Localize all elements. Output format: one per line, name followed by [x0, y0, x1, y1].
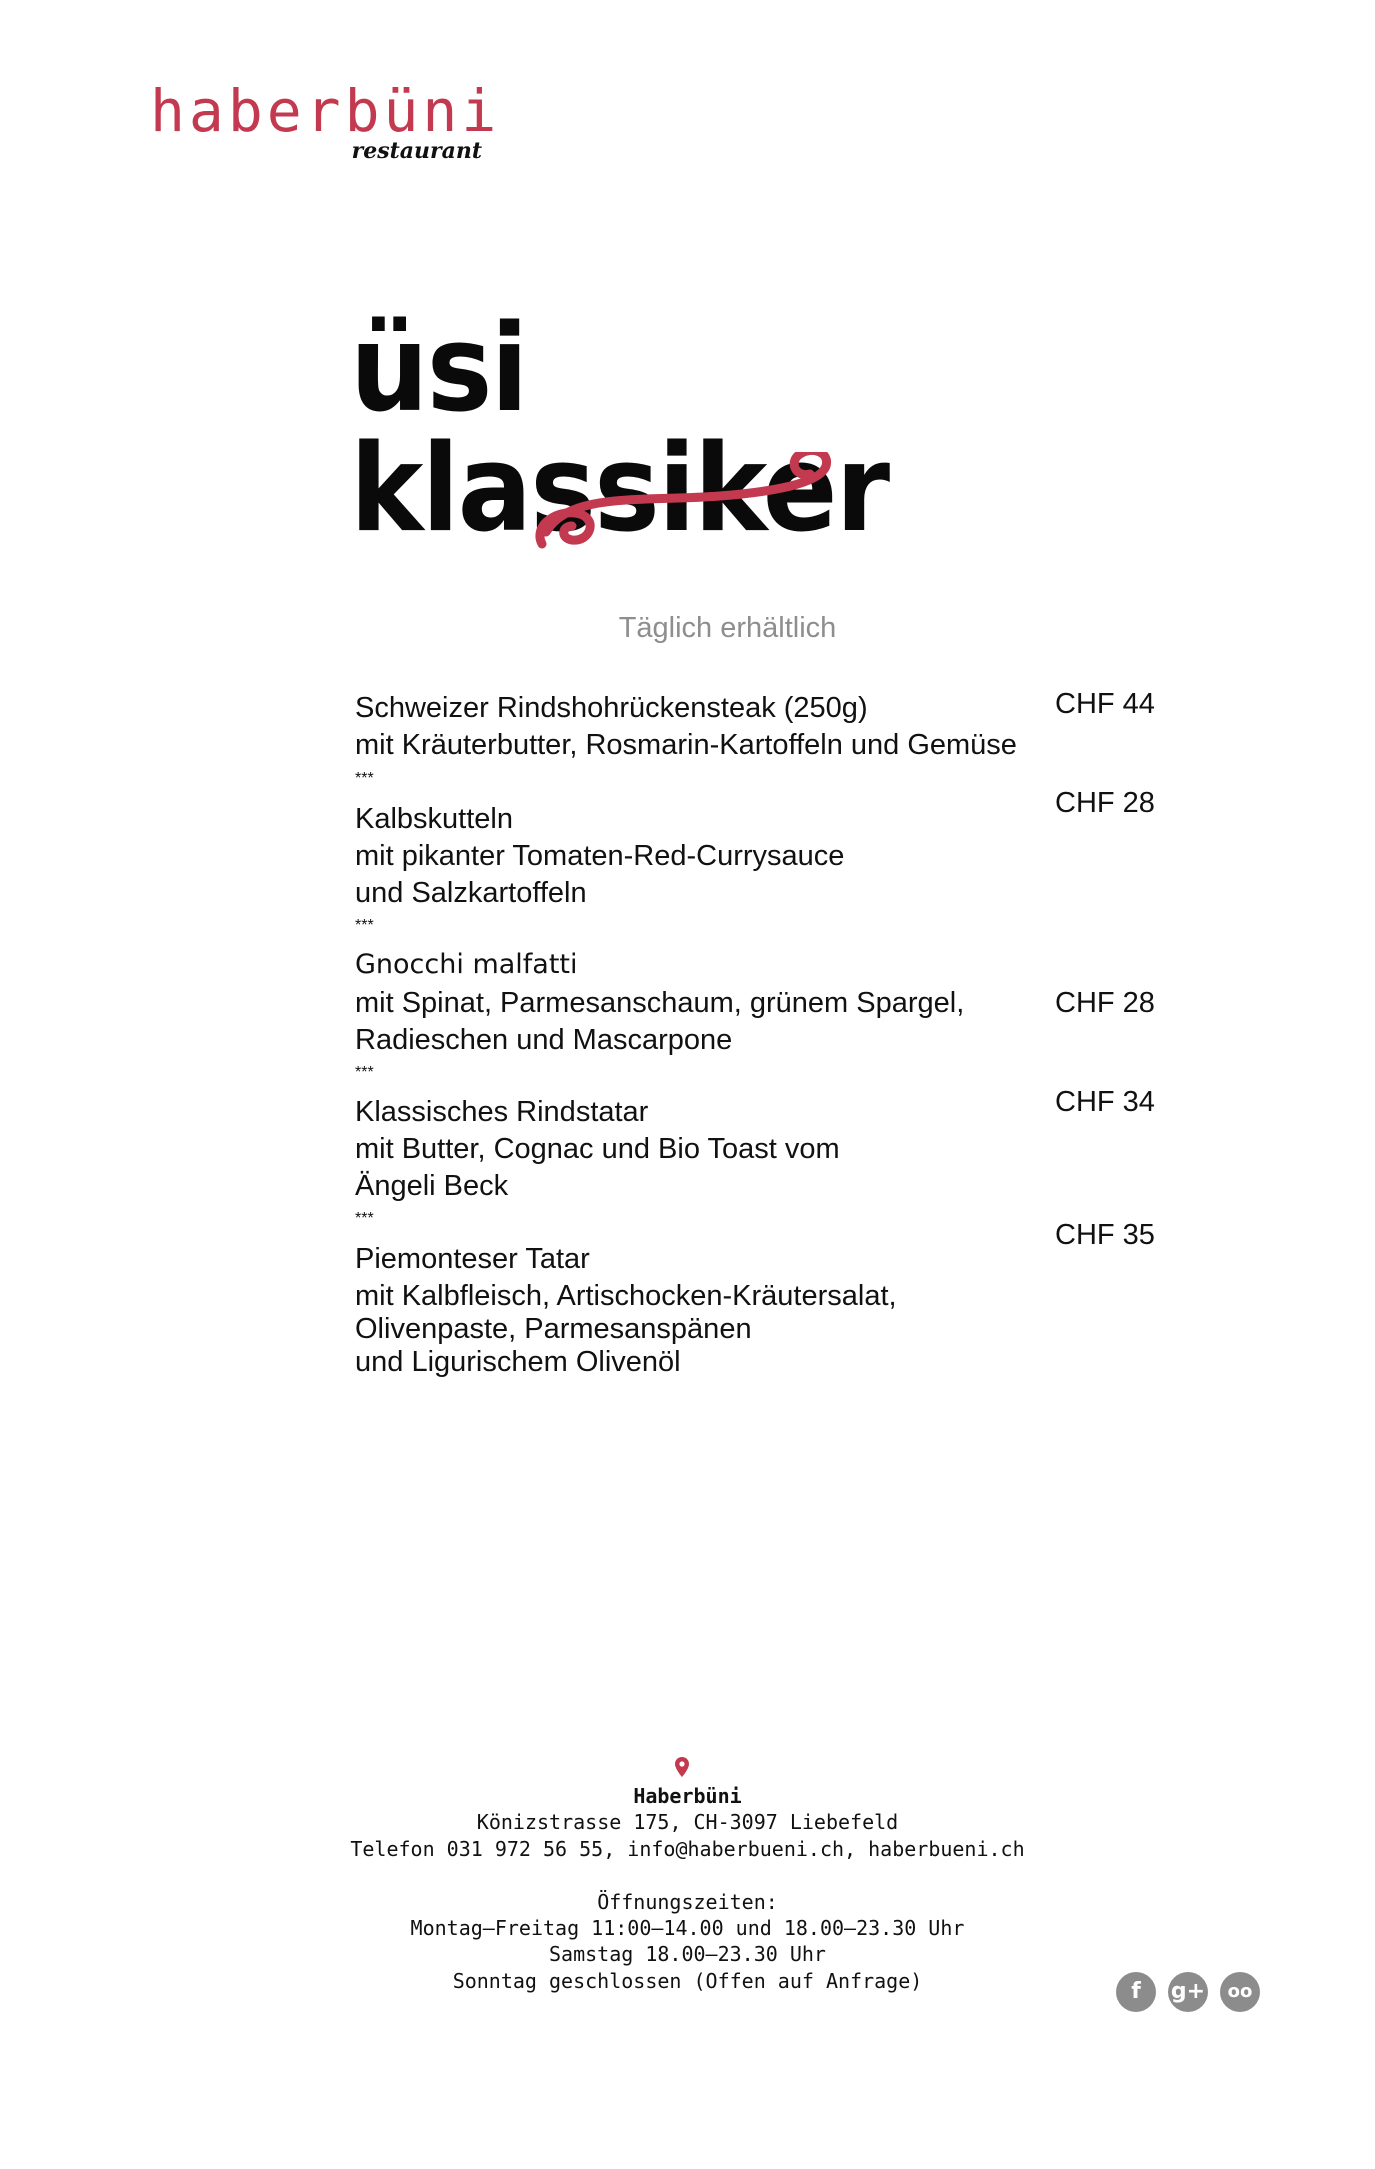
- menu-item-description: mit Kalbfleisch, Artischocken-Kräutersalat,: [355, 1280, 897, 1312]
- menu-item-description: Ängeli Beck: [355, 1170, 509, 1202]
- facebook-icon[interactable]: f: [1116, 1972, 1156, 2012]
- footer-address: Könizstrasse 175, CH-3097 Liebefeld: [476, 1810, 899, 1834]
- menu-item-description: mit Butter, Cognac und Bio Toast vom: [355, 1133, 840, 1165]
- decorative-swirl-icon: [520, 452, 840, 572]
- footer-hours-title: Öffnungszeiten:: [597, 1890, 778, 1914]
- menu-item-price: CHF 28: [1055, 987, 1155, 1019]
- menu-item-name: Klassisches Rindstatar: [355, 1096, 649, 1128]
- menu-item-description: mit Kräuterbutter, Rosmarin-Kartoffeln und Gemüse: [355, 729, 1017, 761]
- footer-hours-line: Samstag 18.00–23.30 Uhr: [549, 1942, 826, 1966]
- google-plus-icon[interactable]: g+: [1168, 1972, 1208, 2012]
- tripadvisor-icon[interactable]: oo: [1220, 1972, 1260, 2012]
- menu-item-name: Kalbskutteln: [355, 803, 513, 835]
- menu-headline-text: üsi klassiker: [350, 300, 889, 559]
- location-pin-icon: [674, 1756, 690, 1778]
- logo-subtitle: restaurant: [351, 138, 482, 164]
- menu-item-description: mit Spinat, Parmesanschaum, grünem Spargel,: [355, 987, 965, 1019]
- menu-item-description: Olivenpaste, Parmesanspänen: [355, 1313, 752, 1345]
- menu-separator: ***: [355, 917, 374, 934]
- menu-item-name: Gnocchi malfatti: [355, 949, 578, 980]
- menu-item-description: und Salzkartoffeln: [355, 877, 587, 909]
- menu-item-name: Piemonteser Tatar: [355, 1243, 590, 1275]
- menu-separator: ***: [355, 770, 374, 787]
- menu-item-name: Schweizer Rindshohrückensteak (250g): [355, 692, 868, 724]
- footer-restaurant-name: Haberbüni: [633, 1784, 742, 1808]
- menu-separator: ***: [355, 1210, 374, 1227]
- restaurant-logo: [150, 77, 501, 172]
- availability-subtitle: Täglich erhältlich: [618, 612, 837, 644]
- menu-item-description: mit pikanter Tomaten-Red-Currysauce: [355, 840, 845, 872]
- menu-item-description: und Ligurischem Olivenöl: [355, 1346, 681, 1378]
- menu-headline: [350, 300, 1030, 559]
- menu-item-price: CHF 44: [1055, 688, 1155, 720]
- logo-name: haberbüni: [150, 77, 501, 145]
- footer-hours-line: Sonntag geschlossen (Offen auf Anfrage): [452, 1969, 923, 1993]
- menu-item-price: CHF 28: [1055, 787, 1155, 819]
- menu-item-description: Radieschen und Mascarpone: [355, 1024, 733, 1056]
- menu-item-price: CHF 34: [1055, 1086, 1155, 1118]
- footer-contact: Telefon 031 972 56 55, info@haberbueni.ch, haberbueni.ch: [350, 1837, 1025, 1861]
- footer-hours-line: Montag–Freitag 11:00–14.00 und 18.00–23.30 Uhr: [410, 1916, 965, 1940]
- menu-separator: ***: [355, 1064, 374, 1081]
- menu-item-price: CHF 35: [1055, 1219, 1155, 1251]
